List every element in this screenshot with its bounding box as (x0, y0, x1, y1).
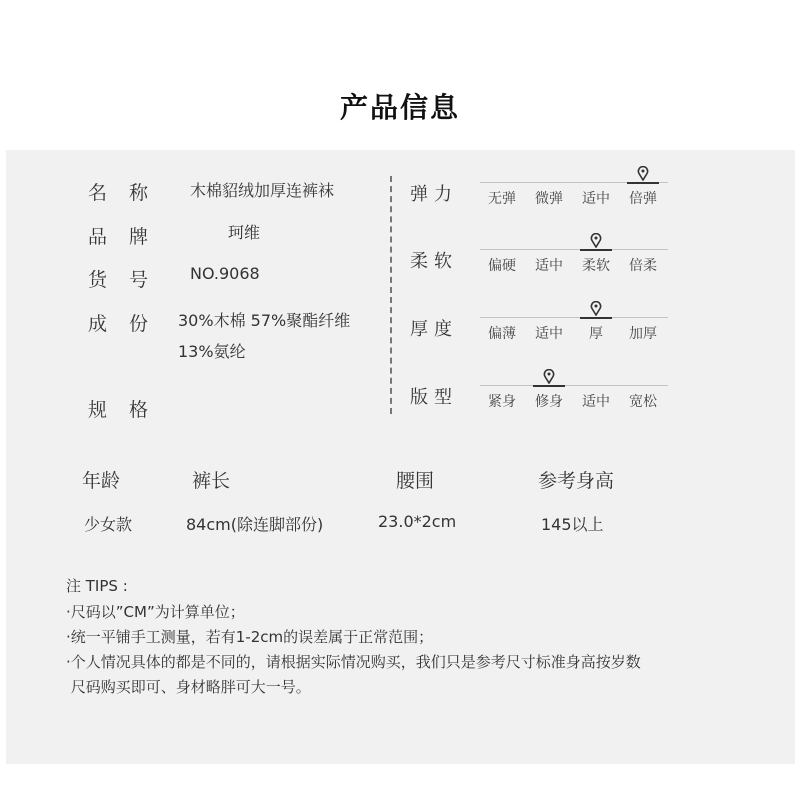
scale-option: 偏硬 (488, 258, 516, 274)
location-pin-icon (527, 369, 571, 387)
attribute-name: 弹力 (410, 184, 458, 205)
scale-option: 宽松 (629, 394, 657, 410)
scale-option: 柔软 (582, 258, 610, 274)
info-divider (390, 176, 392, 414)
scale-option: 适中 (582, 394, 610, 410)
page-title: 产品信息 (339, 91, 460, 124)
header-length: 裤长 (192, 470, 231, 492)
header-age: 年龄 (82, 470, 121, 492)
attribute-scale (480, 164, 668, 207)
location-pin-icon (621, 166, 665, 184)
scale-option: 紧身 (488, 394, 516, 410)
name-label: 名 称 (88, 182, 149, 204)
scale-option: 适中 (535, 326, 563, 342)
brand-label: 品 牌 (88, 226, 149, 248)
tips-line: 尺码购买即可、身材略胖可大一号。 (66, 678, 311, 696)
location-pin-icon (574, 301, 618, 319)
composition-value-line2: 13%氨纶 (178, 342, 246, 361)
composition-label: 成 份 (88, 313, 149, 335)
cell-age: 少女款 (84, 515, 133, 534)
scale-option: 适中 (582, 191, 610, 207)
scale-option: 适中 (535, 258, 563, 274)
scale-option: 修身 (535, 394, 563, 410)
tips-line: ·个人情况具体的都是不同的，请根据实际情况购买，我们只是参考尺寸标准身高按岁数 (66, 653, 641, 671)
scale-option: 无弹 (488, 191, 516, 207)
scale-option: 偏薄 (488, 326, 516, 342)
brand-value: 珂维 (228, 223, 261, 242)
cell-length: 84cm(除连脚部份) (186, 515, 324, 534)
scale-option: 倍柔 (629, 258, 657, 274)
tips-heading: 注 TIPS : (66, 577, 128, 595)
header-waist: 腰围 (396, 470, 435, 492)
name-value: 木棉貂绒加厚连裤袜 (190, 181, 335, 200)
cell-height: 145以上 (541, 515, 604, 534)
scale-option: 加厚 (629, 326, 657, 342)
location-pin-icon (574, 233, 618, 251)
model-value: NO.9068 (190, 264, 260, 283)
model-label: 货 号 (88, 269, 149, 291)
scale-line (480, 385, 668, 386)
header-height: 参考身高 (538, 470, 615, 492)
tips-line: ·统一平铺手工测量，若有1-2cm的误差属于正常范围； (66, 628, 434, 646)
scale-option: 厚 (589, 326, 603, 342)
attribute-name: 柔软 (410, 251, 458, 272)
attribute-name: 版型 (410, 387, 458, 408)
tips-line: ·尺码以”CM”为计算单位； (66, 603, 245, 621)
attribute-scale (480, 231, 668, 274)
scale-option: 微弹 (535, 191, 563, 207)
spec-label: 规 格 (88, 399, 149, 421)
attribute-scale (480, 299, 668, 342)
attribute-name: 厚度 (410, 319, 458, 340)
attribute-scale (480, 367, 668, 410)
cell-waist: 23.0*2cm (378, 512, 457, 531)
composition-value-line1: 30%木棉 57%聚酯纤维 (178, 311, 351, 330)
scale-option: 倍弹 (629, 191, 657, 207)
